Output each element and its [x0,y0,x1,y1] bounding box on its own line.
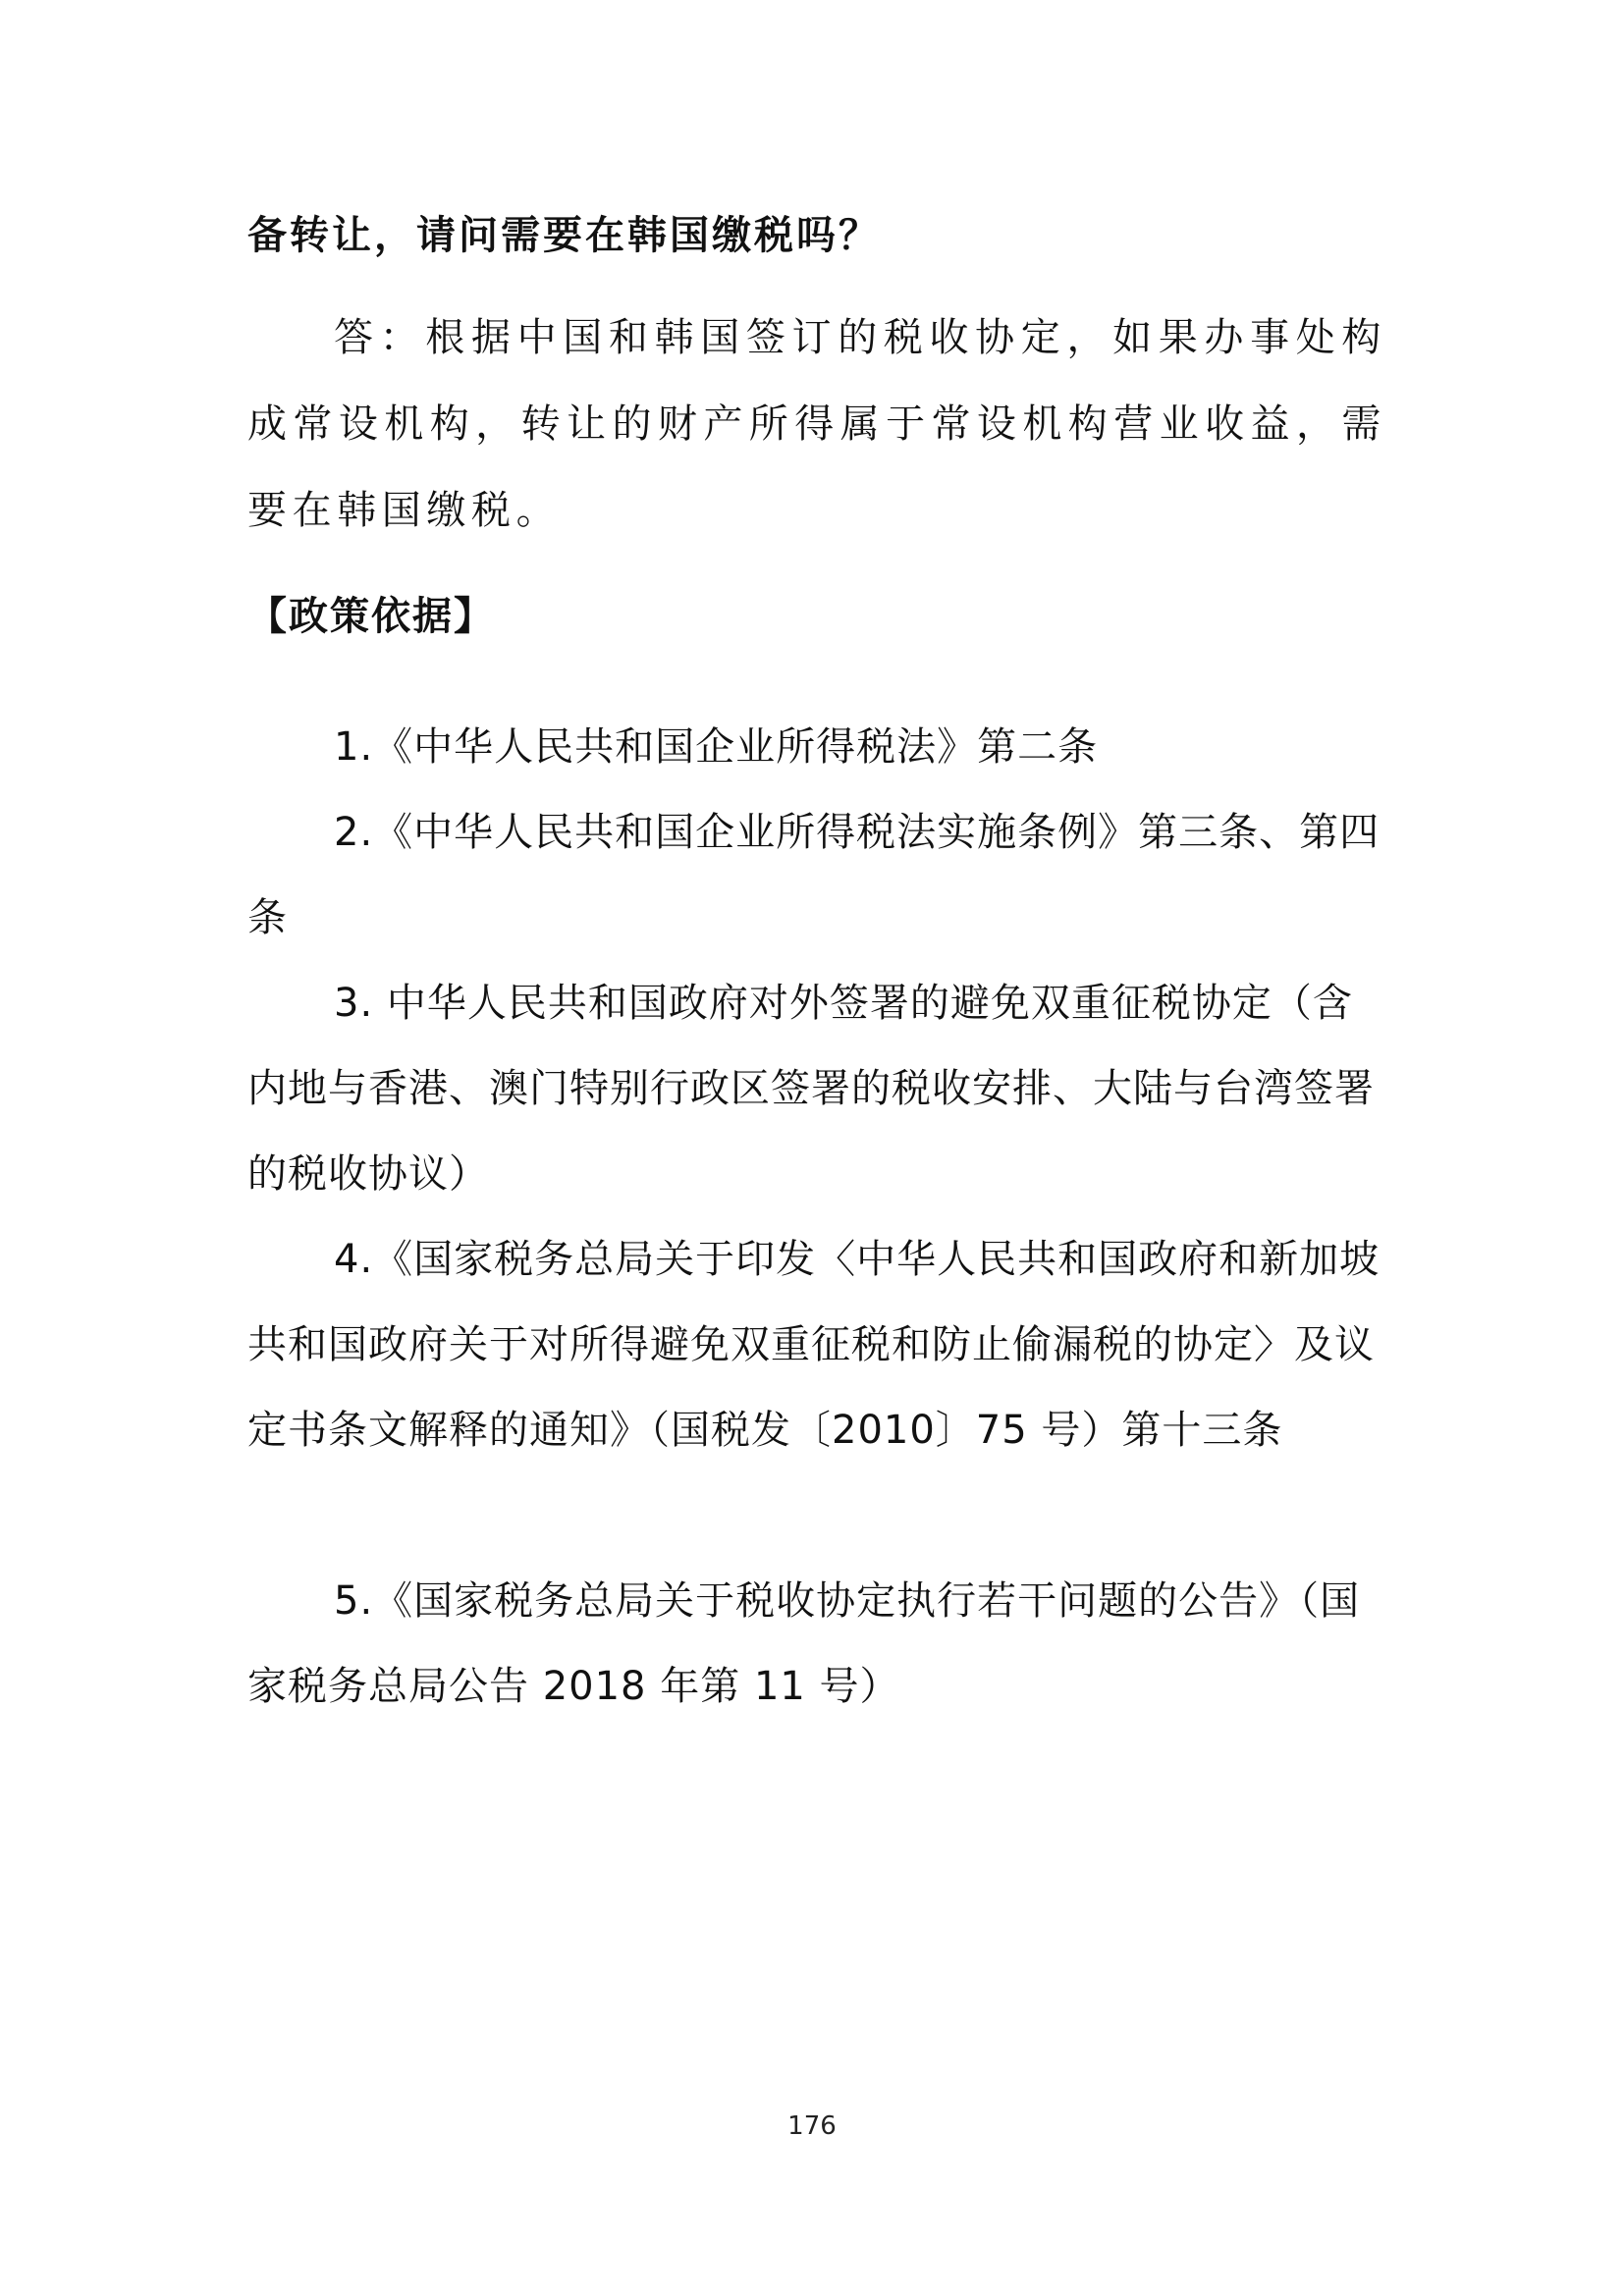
policy-basis-item-5: 5.《国家税务总局关于税收协定执行若干问题的公告》（国家税务总局公告 2018 年第 11 号） [247,1578,1361,1709]
policy-basis-heading: 【政策依据】 [247,594,495,639]
policy-basis-item-1: 1.《中华人民共和国企业所得税法》第二条 [334,724,1099,770]
question-tail: 备转让，请问需要在韩国缴税吗？ [247,213,881,258]
page-number: 176 [787,2111,837,2141]
policy-basis-item-3: 3. 中华人民共和国政府对外签署的避免双重征税协定（含内地与香港、澳门特别行政区签署的税收安排、大陆与台湾签署的税收协议） [247,981,1375,1197]
policy-basis-item-2: 2.《中华人民共和国企业所得税法实施条例》第三条、第四条 [247,810,1380,940]
policy-basis-item-4: 4.《国家税务总局关于印发〈中华人民共和国政府和新加坡共和国政府关于对所得避免双重征税和防止偷漏税的协定〉及议定书条文解释的通知》（国税发〔2010〕75 号）第十三条 [247,1237,1380,1453]
answer-paragraph: 答：根据中国和韩国签订的税收协定，如果办事处构成常设机构，转让的财产所得属于常设机构营业收益，需要在韩国缴税。 [247,315,1386,533]
